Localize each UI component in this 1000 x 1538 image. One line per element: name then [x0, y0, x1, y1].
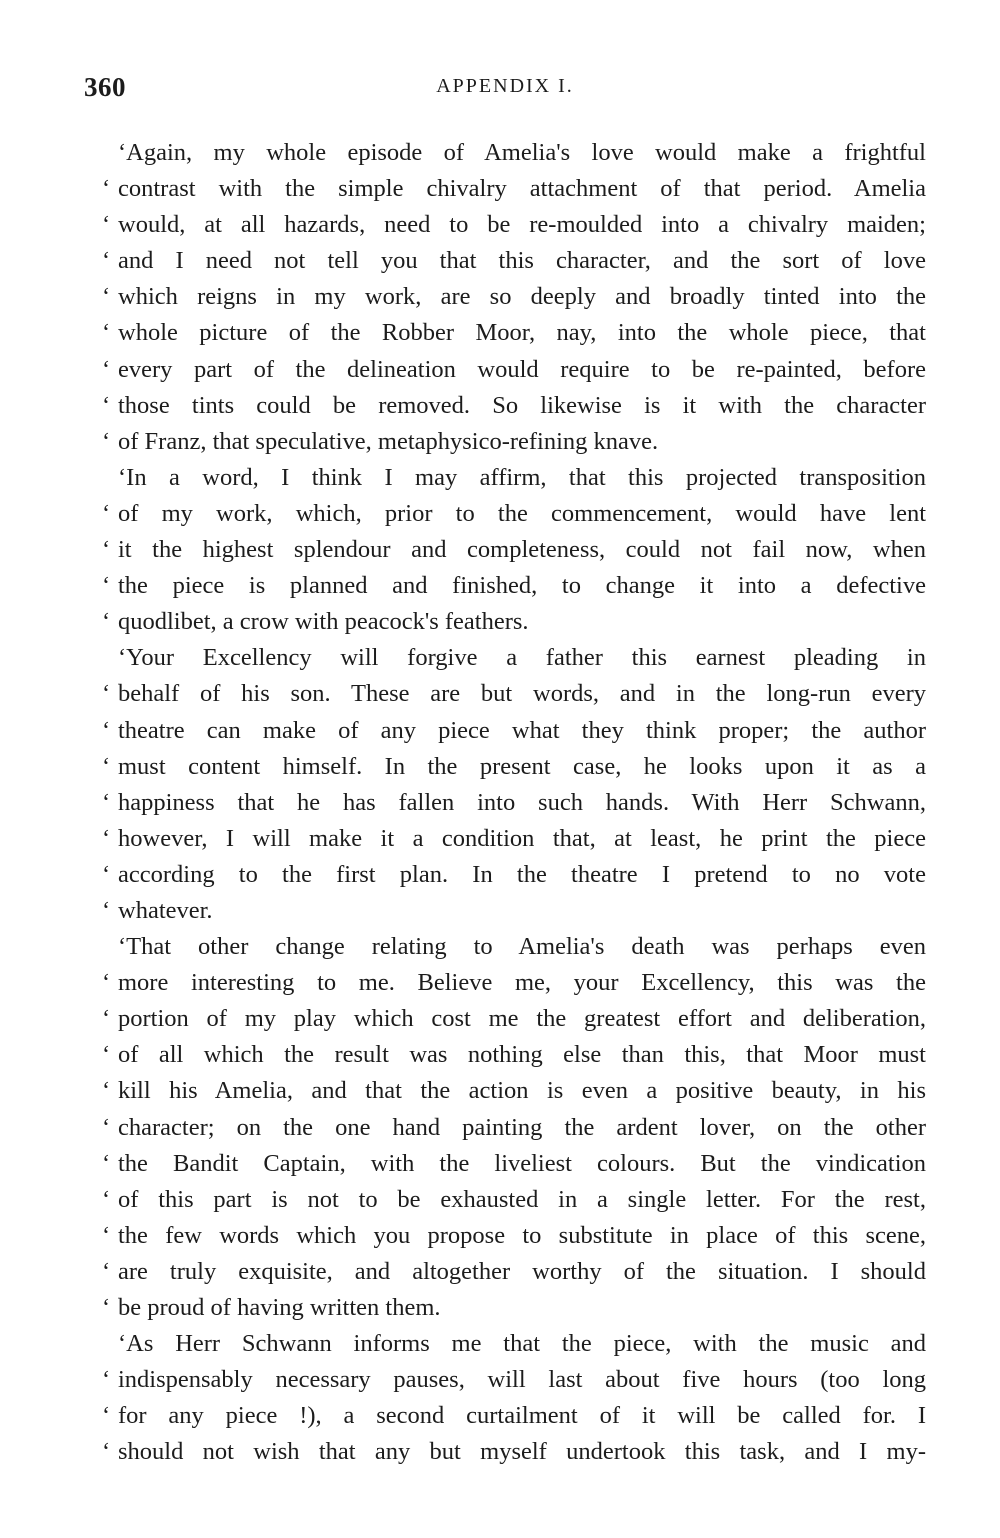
text-line — [102, 1182, 926, 1218]
text-line — [102, 207, 926, 243]
text-line — [102, 135, 926, 171]
text-line — [102, 1110, 926, 1146]
quote-mark: ‘ — [102, 1005, 111, 1033]
text-line — [102, 676, 926, 712]
quote-mark: ‘ — [102, 355, 111, 383]
line-text: of Franz, that speculative, metaphysico-refining knave. — [118, 427, 659, 455]
text-line — [102, 1398, 926, 1434]
quote-mark: ‘ — [102, 211, 111, 239]
quote-mark: ‘ — [102, 752, 111, 780]
quote-mark: ‘ — [102, 1257, 111, 1285]
quote-mark: ‘ — [102, 824, 111, 852]
quote-mark: ‘ — [102, 572, 111, 600]
line-text: behalf of his son. These are but words, and in the long-run every — [118, 680, 926, 708]
line-text: of all which the result was nothing else than this, that Moor must — [118, 1041, 926, 1069]
quote-mark: ‘ — [102, 391, 111, 419]
quote-mark: ‘ — [102, 1294, 111, 1321]
quote-mark: ‘ — [102, 1041, 111, 1069]
text-line — [102, 821, 926, 857]
quote-mark: ‘ — [102, 499, 111, 527]
text-line — [102, 1362, 926, 1398]
text-line — [102, 857, 926, 893]
quote-mark: ‘ — [102, 1221, 111, 1249]
text-line — [102, 1218, 926, 1254]
line-text: of this part is not to be exhausted in a single letter. For the rest, — [118, 1185, 926, 1213]
text-line — [102, 1326, 926, 1362]
line-text: the few words which you propose to substitute in place of this scene, — [118, 1221, 926, 1249]
line-text: every part of the delineation would require to be re-painted, before — [118, 355, 926, 383]
quote-mark: ‘ — [102, 175, 111, 203]
line-text: ‘In a word, I think I may affirm, that this projected transposition — [118, 463, 926, 491]
quote-mark: ‘ — [102, 536, 111, 564]
line-text: which reigns in my work, are so deeply and broadly tinted into the — [118, 283, 926, 311]
quote-mark: ‘ — [102, 283, 111, 311]
text-line — [102, 424, 926, 460]
text-line — [102, 1073, 926, 1109]
quote-mark: ‘ — [102, 896, 111, 924]
quote-mark: ‘ — [102, 1366, 111, 1394]
line-text: more interesting to me. Believe me, your Excellency, this was the — [118, 969, 926, 997]
quote-mark: ‘ — [102, 1402, 111, 1430]
line-text: the piece is planned and finished, to change it into a defective — [118, 572, 926, 600]
text-line — [102, 713, 926, 749]
line-text: ‘That other change relating to Amelia's death was perhaps even — [118, 933, 926, 961]
line-text: must content himself. In the present case, he looks upon it as a — [118, 752, 926, 780]
line-text: those tints could be removed. So likewise is it with the character — [118, 391, 926, 419]
line-text: theatre can make of any piece what they think proper; the author — [118, 716, 926, 744]
line-text: kill his Amelia, and that the action is even a positive beauty, in his — [118, 1077, 926, 1105]
text-line — [102, 532, 926, 568]
line-text: and I need not tell you that this character, and the sort of love — [118, 247, 926, 275]
line-text: quodlibet, a crow with peacock's feathers. — [118, 608, 529, 636]
text-line — [102, 893, 926, 929]
text-line — [102, 1001, 926, 1037]
text-line — [102, 1434, 926, 1470]
text-line — [102, 640, 926, 676]
text-line — [102, 279, 926, 315]
line-text: it the highest splendour and completeness, could not fail now, when — [118, 536, 926, 564]
text-line — [102, 1290, 926, 1326]
text-line — [102, 1146, 926, 1182]
line-text: would, at all hazards, need to be re-moulded into a chivalry maiden; — [118, 211, 926, 239]
line-text: should not wish that any but myself undertook this task, and I my- — [118, 1438, 926, 1466]
text-line — [102, 243, 926, 279]
line-text: be proud of having written them. — [118, 1294, 441, 1321]
page-header — [84, 72, 926, 106]
quote-mark: ‘ — [102, 1077, 111, 1105]
quote-mark: ‘ — [102, 1113, 111, 1141]
quote-mark: ‘ — [102, 1438, 111, 1466]
quote-mark: ‘ — [102, 716, 111, 744]
line-text: are truly exquisite, and altogether worthy of the situation. I should — [118, 1257, 926, 1285]
quote-mark: ‘ — [102, 680, 111, 708]
page-number: 360 — [84, 72, 126, 102]
line-text: contrast with the simple chivalry attachment of that period. Amelia — [118, 175, 926, 203]
text-line — [102, 604, 926, 640]
quote-mark: ‘ — [102, 427, 111, 455]
text-line — [102, 171, 926, 207]
line-text: whatever. — [118, 896, 213, 924]
line-text: ‘Again, my whole episode of Amelia's love would make a frightful — [118, 139, 926, 166]
line-text: ‘As Herr Schwann informs me that the piece, with the music and — [118, 1330, 926, 1358]
line-text: the Bandit Captain, with the liveliest colours. But the vindication — [118, 1149, 926, 1177]
line-text: however, I will make it a condition that, at least, he print the piece — [118, 824, 926, 852]
quote-mark: ‘ — [102, 969, 111, 997]
line-text: of my work, which, prior to the commencement, would have lent — [118, 499, 926, 527]
text-line — [102, 388, 926, 424]
line-text: portion of my play which cost me the greatest effort and deliberation, — [118, 1005, 926, 1033]
quote-mark: ‘ — [102, 247, 111, 275]
line-text: ‘Your Excellency will forgive a father this earnest pleading in — [118, 644, 926, 672]
line-text: whole picture of the Robber Moor, nay, into the whole piece, that — [118, 319, 926, 347]
text-line — [102, 460, 926, 496]
text-line — [102, 965, 926, 1001]
text-line — [102, 496, 926, 532]
line-text: for any piece !), a second curtailment of it will be called for. I — [118, 1402, 926, 1430]
line-text: according to the first plan. In the theatre I pretend to no vote — [118, 860, 926, 888]
text-line — [102, 1254, 926, 1290]
quote-mark: ‘ — [102, 319, 111, 347]
running-head: APPENDIX I. — [436, 75, 574, 97]
text-line — [102, 929, 926, 965]
quote-mark: ‘ — [102, 608, 111, 636]
quote-mark: ‘ — [102, 788, 111, 816]
text-line — [102, 1037, 926, 1073]
text-line — [102, 315, 926, 351]
line-text: happiness that he has fallen into such hands. With Herr Schwann, — [118, 788, 926, 816]
line-text: character; on the one hand painting the ardent lover, on the other — [118, 1113, 926, 1141]
quote-mark: ‘ — [102, 860, 111, 888]
line-text: indispensably necessary pauses, will last about five hours (too long — [118, 1366, 926, 1394]
text-line — [102, 352, 926, 388]
text-line — [102, 749, 926, 785]
quote-mark: ‘ — [102, 1149, 111, 1177]
text-line — [102, 785, 926, 821]
letter-text — [102, 135, 926, 1470]
quote-mark: ‘ — [102, 1185, 111, 1213]
text-line — [102, 568, 926, 604]
